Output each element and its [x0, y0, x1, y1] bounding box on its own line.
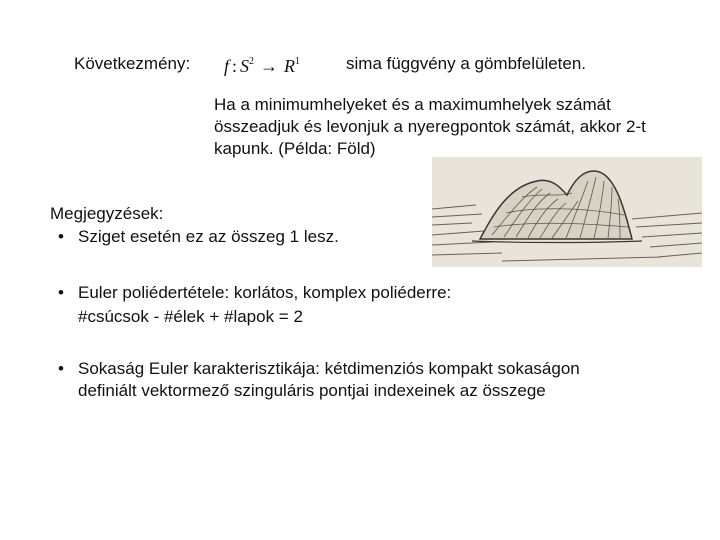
- two-peaked-island-sketch-icon: [432, 157, 702, 267]
- paragraph-line: kapunk. (Példa: Föld): [214, 139, 376, 158]
- formula-f-s2-to-r1: [224, 50, 300, 78]
- bullet-icon: •: [58, 359, 64, 378]
- heading-suffix: sima függvény a gömbfelületen.: [346, 54, 587, 73]
- formula-codomain: R: [284, 56, 296, 76]
- theorem-paragraph: [214, 94, 684, 160]
- paragraph-line: összeadjuk és levonjuk a nyeregpontok számát, akkor 2-t: [214, 117, 646, 136]
- formula-domain-exp: 2: [249, 56, 255, 67]
- bullet-icon: •: [58, 283, 64, 302]
- list-item-continuation: definiált vektormező szinguláris pontjai indexeinek az összege: [78, 381, 546, 400]
- formula-codomain-exp: 1: [295, 56, 301, 67]
- list-item-text: Sokaság Euler karakterisztikája: kétdimenziós kompakt sokaságon: [78, 359, 580, 378]
- heading-label: Következmény:: [74, 54, 191, 73]
- formula-colon: :: [232, 56, 238, 76]
- paragraph-line: Ha a minimumhelyeket és a maximumhelyek számát: [214, 95, 611, 114]
- formula-domain: S: [240, 56, 250, 76]
- formula-f: f: [224, 56, 230, 76]
- formula-arrow: →: [260, 56, 279, 76]
- notes-title: Megjegyzések:: [50, 204, 164, 223]
- bullet-icon: •: [58, 227, 64, 246]
- euler-formula-line: #csúcsok - #élek + #lapok = 2: [78, 307, 303, 326]
- list-item-text: Euler poliédertétele: korlátos, komplex poliéderre:: [78, 283, 452, 302]
- list-item-text: Sziget esetén ez az összeg 1 lesz.: [78, 227, 339, 246]
